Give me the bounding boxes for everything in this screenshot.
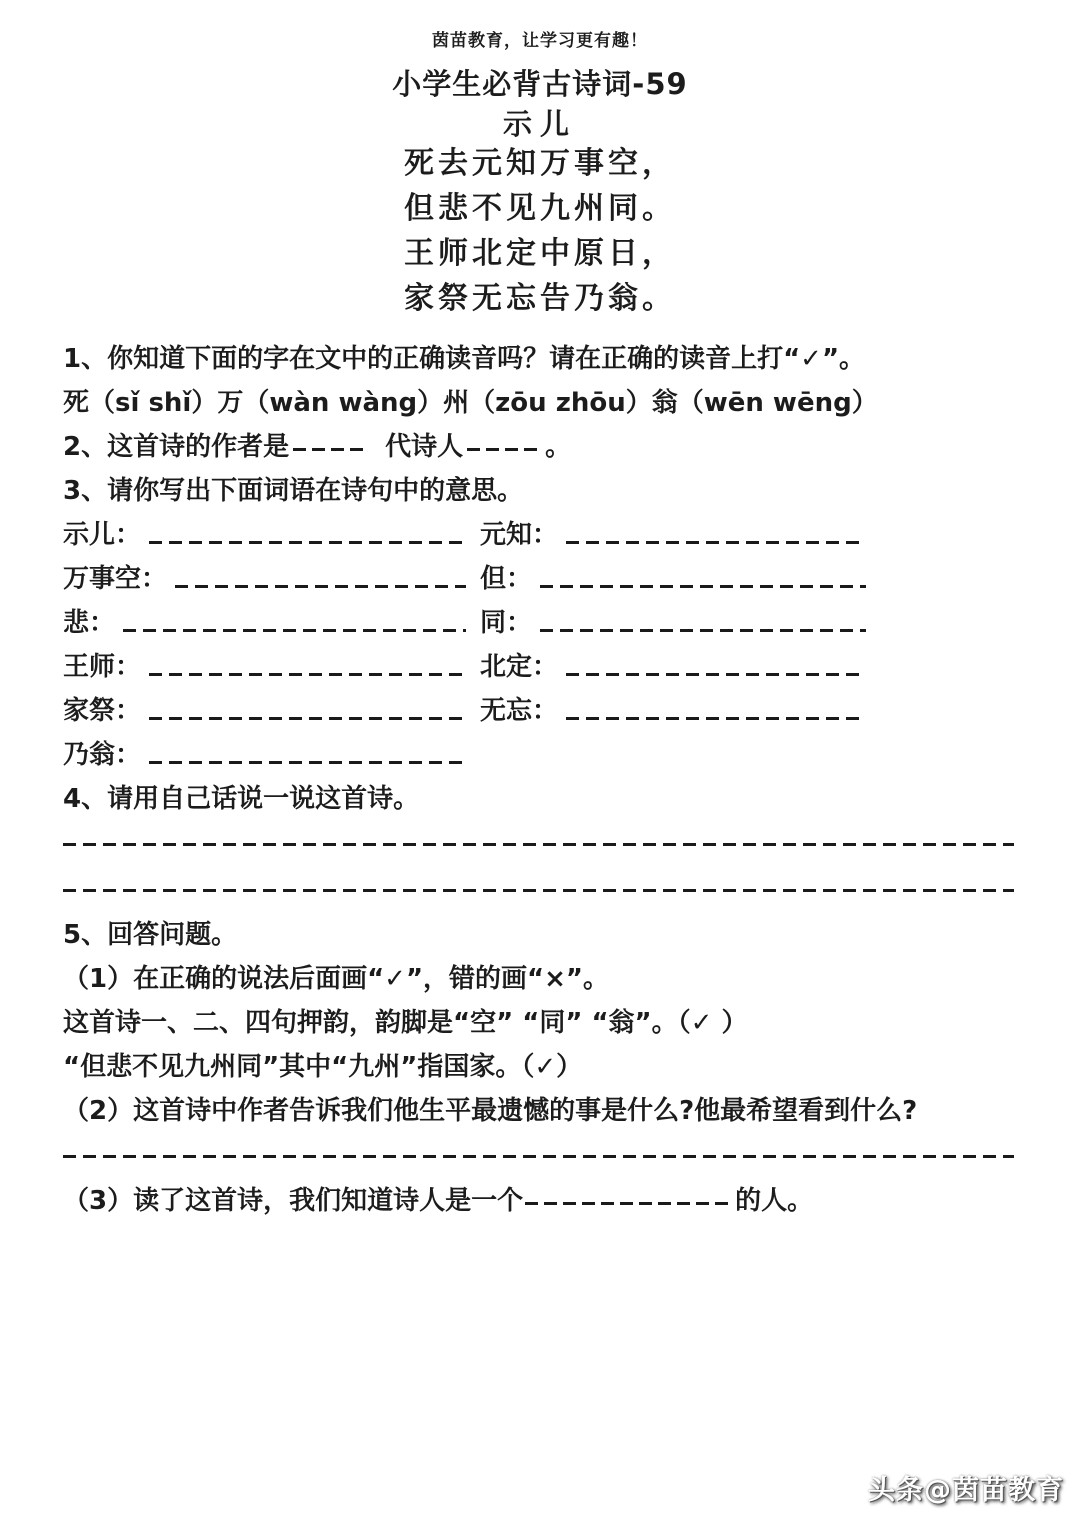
question-3: 3、请你写出下面词语在诗句中的意思。 bbox=[63, 476, 524, 506]
term-label: 示儿： bbox=[63, 520, 142, 550]
answer-blank bbox=[63, 843, 1014, 846]
term-cell bbox=[63, 689, 480, 733]
term-cell bbox=[480, 513, 880, 557]
answer-blank bbox=[540, 629, 866, 632]
term-label: 万事空： bbox=[63, 564, 168, 594]
term-label: 乃翁： bbox=[63, 740, 142, 770]
answer-blank bbox=[123, 629, 466, 632]
term-label: 北定： bbox=[480, 652, 559, 682]
term-label: 无忘： bbox=[480, 696, 559, 726]
poem-line: 王师北定中原日， bbox=[404, 236, 676, 271]
toutiao-watermark: 头条@茵苗教育 bbox=[868, 1475, 1064, 1506]
poem-line: 家祭无忘告乃翁。 bbox=[404, 281, 676, 316]
poem-line: 但悲不见九州同。 bbox=[404, 191, 676, 226]
question-1: 1、你知道下面的字在文中的正确读音吗？请在正确的读音上打“✓”。 bbox=[63, 344, 866, 374]
definition-row bbox=[63, 513, 1014, 557]
definition-row bbox=[63, 645, 1014, 689]
term-cell bbox=[63, 601, 480, 645]
question-5-3 bbox=[63, 1179, 1014, 1223]
answer-blank bbox=[525, 1202, 733, 1205]
term-label: 悲： bbox=[63, 608, 116, 638]
term-cell bbox=[480, 557, 880, 601]
answer-blank bbox=[566, 717, 866, 720]
term-cell bbox=[63, 733, 480, 777]
term-cell bbox=[63, 513, 480, 557]
definition-row bbox=[63, 601, 1014, 645]
worksheet-body bbox=[63, 337, 1014, 1223]
question-5: 5、回答问题。 bbox=[63, 920, 238, 950]
term-cell bbox=[480, 601, 880, 645]
answer-blank bbox=[149, 541, 466, 544]
page-title: 小学生必背古诗词-59 bbox=[392, 67, 688, 101]
definition-row bbox=[63, 557, 1014, 601]
answer-blank bbox=[467, 448, 543, 451]
term-cell bbox=[480, 733, 880, 777]
poem-line: 死去元知万事空， bbox=[404, 146, 676, 181]
answer-blank bbox=[540, 585, 866, 588]
term-label: 王师： bbox=[63, 652, 142, 682]
answer-blank bbox=[149, 761, 466, 764]
answer-blank bbox=[149, 673, 466, 676]
question-2-suffix: 。 bbox=[545, 432, 572, 462]
answer-blank bbox=[566, 673, 866, 676]
definition-row bbox=[63, 733, 1014, 777]
answer-line bbox=[63, 867, 1014, 913]
poem-title: 示儿 bbox=[502, 107, 577, 141]
brand-slogan: 茵苗教育，让学习更有趣！ bbox=[432, 31, 648, 51]
definition-row bbox=[63, 689, 1014, 733]
question-5-1: （1）在正确的说法后面画“✓”，错的画“×”。 bbox=[63, 964, 610, 994]
question-2 bbox=[63, 425, 1014, 469]
term-label: 同： bbox=[480, 608, 533, 638]
answer-blank bbox=[149, 717, 466, 720]
term-cell bbox=[480, 689, 880, 733]
question-5-3-suffix: 的人。 bbox=[735, 1186, 814, 1216]
answer-line bbox=[63, 1133, 1014, 1179]
question-4: 4、请用自己话说一说这首诗。 bbox=[63, 784, 420, 814]
term-label: 家祭： bbox=[63, 696, 142, 726]
question-2-prefix: 2、这首诗的作者是 bbox=[63, 432, 290, 462]
term-cell bbox=[63, 645, 480, 689]
answer-blank bbox=[566, 541, 866, 544]
question-2-mid: 代诗人 bbox=[385, 432, 464, 462]
term-label: 但： bbox=[480, 564, 533, 594]
question-1-pronunciation: 死（sǐ shǐ）万（wàn wàng）州（zōu zhōu）翁（wēn wēng） bbox=[63, 388, 878, 418]
answer-blank bbox=[293, 448, 369, 451]
statement-with-check: 这首诗一、二、四句押韵，韵脚是“空” “同” “翁”。（✓ ） bbox=[63, 1008, 748, 1038]
question-5-2: （2）这首诗中作者告诉我们他生平最遗憾的事是什么?他最希望看到什么? bbox=[63, 1096, 918, 1126]
answer-line bbox=[63, 821, 1014, 867]
answer-blank bbox=[63, 1155, 1014, 1158]
term-cell bbox=[480, 645, 880, 689]
term-label: 元知： bbox=[480, 520, 559, 550]
statement-with-check: “但悲不见九州同”其中“九州”指国家。（✓） bbox=[63, 1052, 583, 1082]
term-cell bbox=[63, 557, 480, 601]
answer-blank bbox=[175, 585, 466, 588]
question-5-3-prefix: （3）读了这首诗，我们知道诗人是一个 bbox=[63, 1186, 524, 1216]
answer-blank bbox=[63, 889, 1014, 892]
